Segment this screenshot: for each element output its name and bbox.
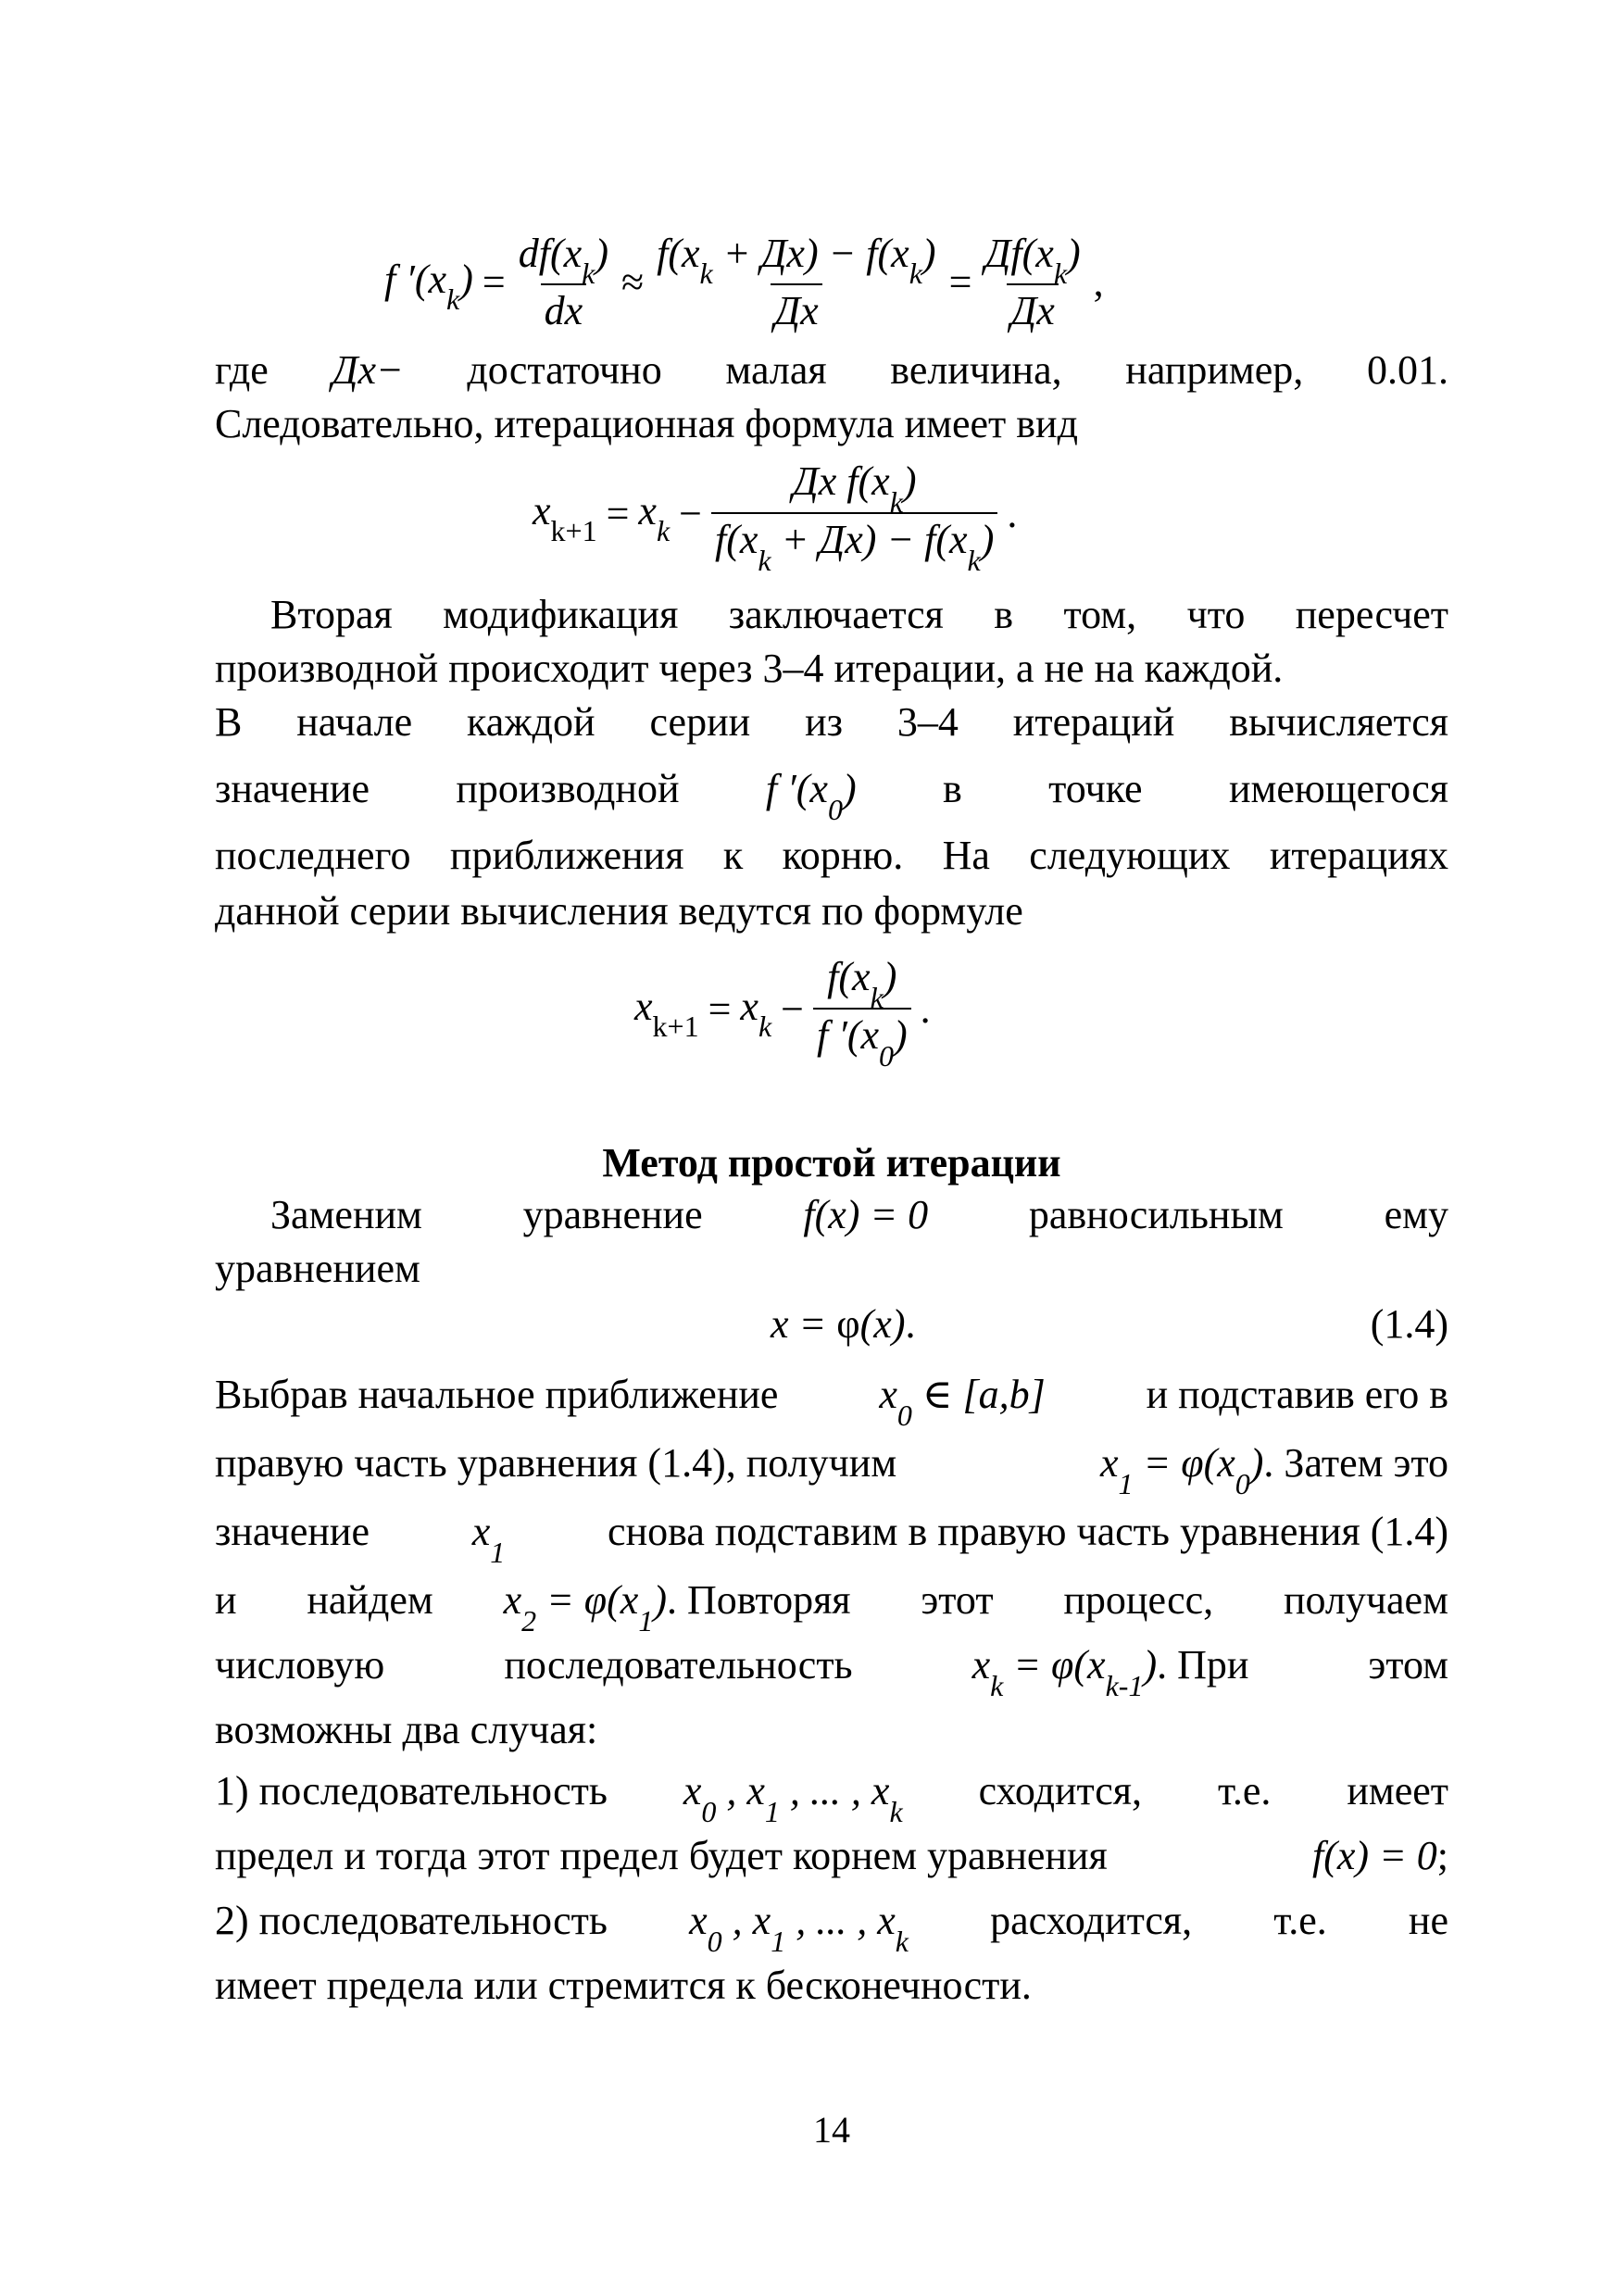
- paragraph-line: возможны два случая:: [215, 1707, 598, 1752]
- equals-sign: =: [482, 259, 506, 305]
- paragraph-line: Следовательно, итерационная формула имеет вид: [215, 401, 1078, 446]
- fraction-iteration: $\frac{Дx f(x_k)}{f(x_k + Дx) - f(x_k)}$: [711, 461, 997, 567]
- paragraph-line: значение производной f $'(x_0)$ в точке имеющегося: [215, 766, 1448, 826]
- paragraph-line: Заменим уравнение f(x) = 0 равносильным ему: [270, 1192, 1448, 1237]
- paragraph-line: В начале каждой серии из 3–4 итераций вычисляется: [215, 699, 1448, 745]
- approx-sign: ≈: [620, 259, 645, 305]
- section-title: Метод простой итерации: [602, 1140, 1061, 1186]
- paragraph-line: где Дx− достаточно малая величина, например, 0.01.: [215, 347, 1448, 393]
- paragraph-line: и найдем $x_2 = \varphi(x_1)$. Повторяя этот процесс, получаем: [215, 1577, 1448, 1637]
- list-item: имеет предела или стремится к бесконечности.: [215, 1963, 1032, 2008]
- list-item: предел и тогда этот предел будет корнем уравнения f(x) = 0;: [215, 1833, 1448, 1878]
- list-item: 2) последовательность $x_0$ , $x_1$ , ... , $x_k$ расходится, т.е. не: [215, 1898, 1448, 1958]
- equation-label: (1.4): [1370, 1301, 1448, 1347]
- equation-derivative-approx: f $'(x_k)$ = $\frac{df(x_k)}{dx}$ ≈ $\frac{f(x_k + Дx) - f(x_k)}{Дx}$ = $\frac{Дf(x_k)}{Дx}$ ,: [384, 230, 1104, 334]
- fraction-finite-difference: $\frac{f(x_k + Дx) - f(x_k)}{Дx}$: [657, 230, 936, 334]
- equation-iteration-secant: $x_{k+1}$ = $x_k$ − $\frac{Дx f(x_k)}{f(x_k + Дx) - f(x_k)}$ .: [533, 458, 1018, 577]
- fraction-df-dx: $\frac{df(x_k)}{dx}$: [518, 230, 608, 334]
- paragraph-line: последнего приближения к корню. На следующих итерациях: [215, 833, 1448, 878]
- paragraph-line: значение $x_1$ снова подставим в правую часть уравнения (1.4): [215, 1509, 1448, 1569]
- equals-sign: =: [948, 259, 972, 305]
- paragraph-line: Вторая модификация заключается в том, что пересчет: [270, 592, 1448, 637]
- paragraph-line: числовую последовательность $x_k = \varphi(x_{k-1})$. При этом: [215, 1642, 1448, 1702]
- paragraph-line: производной происходит через 3–4 итерации, а не на каждой.: [215, 646, 1284, 691]
- list-item: 1) последовательность $x_0$ , $x_1$ , ... , $x_k$ сходится, т.е. имеет: [215, 1768, 1448, 1828]
- fraction-delta-f: $\frac{Дf(x_k)}{Дx}$: [984, 230, 1081, 334]
- equation-iteration-fixed-derivative: $x_{k+1}$ = $x_k$ − $\frac{f(x_k)}{f '(x_0)}$ .: [634, 954, 931, 1073]
- math-lhs: f $'(x_k)$: [384, 256, 473, 317]
- page-number: 14: [813, 2109, 850, 2151]
- paragraph-line: правую часть уравнения (1.4), получим $x_1 = \varphi(x_0)$. Затем это: [215, 1440, 1448, 1500]
- fraction-f-over-fprime: $\frac{f(x_k)}{f '(x_0)}$: [813, 957, 911, 1062]
- paragraph-line: Выбрав начальное приближение $x_0$ ∈ [a,b] и подставив его в: [215, 1372, 1448, 1432]
- textbook-page: f $'(x_k)$ = $\frac{df(x_k)}{dx}$ ≈ $\frac{f(x_k + Дx) - f(x_k)}{Дx}$ = $\frac{Дf(x_k)}{Дx}$ , где Дx− достаточно малая величина, например, 0.01. Следовательно, итерационная формула имеет вид $x_{k+1}$ = $x_k$ − $\frac{Дx f(x_k)}{f(x_k + Дx) - f(x_k)}$ . Вторая модификация заключается в том, что пересчет производной происходит через 3–4 итерации, а не на каждой. В начале каждой серии из 3–4 итераций вычисляется значение производной f $'(x_0)$ в точке имеющегося последнего приближения к корню. На следующих итерациях данной серии вычисления ведутся по формуле $x_{k+1}$ = $x_k$ − $\frac{f(x_k)}{f '(x_0)}$ . Метод простой итерации Заменим уравнение f(x) = 0 равносильным ему уравнением x = φ(x). (1.4) Выбрав начальное приближение $x_0$ ∈ [a,b] и подставив его в правую часть уравнения (1.4), получим $x_1 = \varphi(x_0)$. Затем это значение $x_1$ снова подставим в правую часть уравнения (1.4) и найдем $x_2 = \varphi(x_1)$. Повторяя этот процесс, получаем числовую последовательность $x_k = \varphi(x_{k-1})$. При этом возможны два случая: 1) последовательность $x_0$ , $x_1$ , ... , $x_k$ сходится, т.е. имеет предел и тогда этот предел будет корнем уравнения f(x) = 0; 2) последовательность $x_0$ , $x_1$ , ... , $x_k$ расходится, т.е. не имеет предела или стремится к бесконечности. 14: [0, 0, 1617, 2296]
- paragraph-line: уравнением: [215, 1246, 420, 1291]
- paragraph-line: данной серии вычисления ведутся по формуле: [215, 888, 1023, 934]
